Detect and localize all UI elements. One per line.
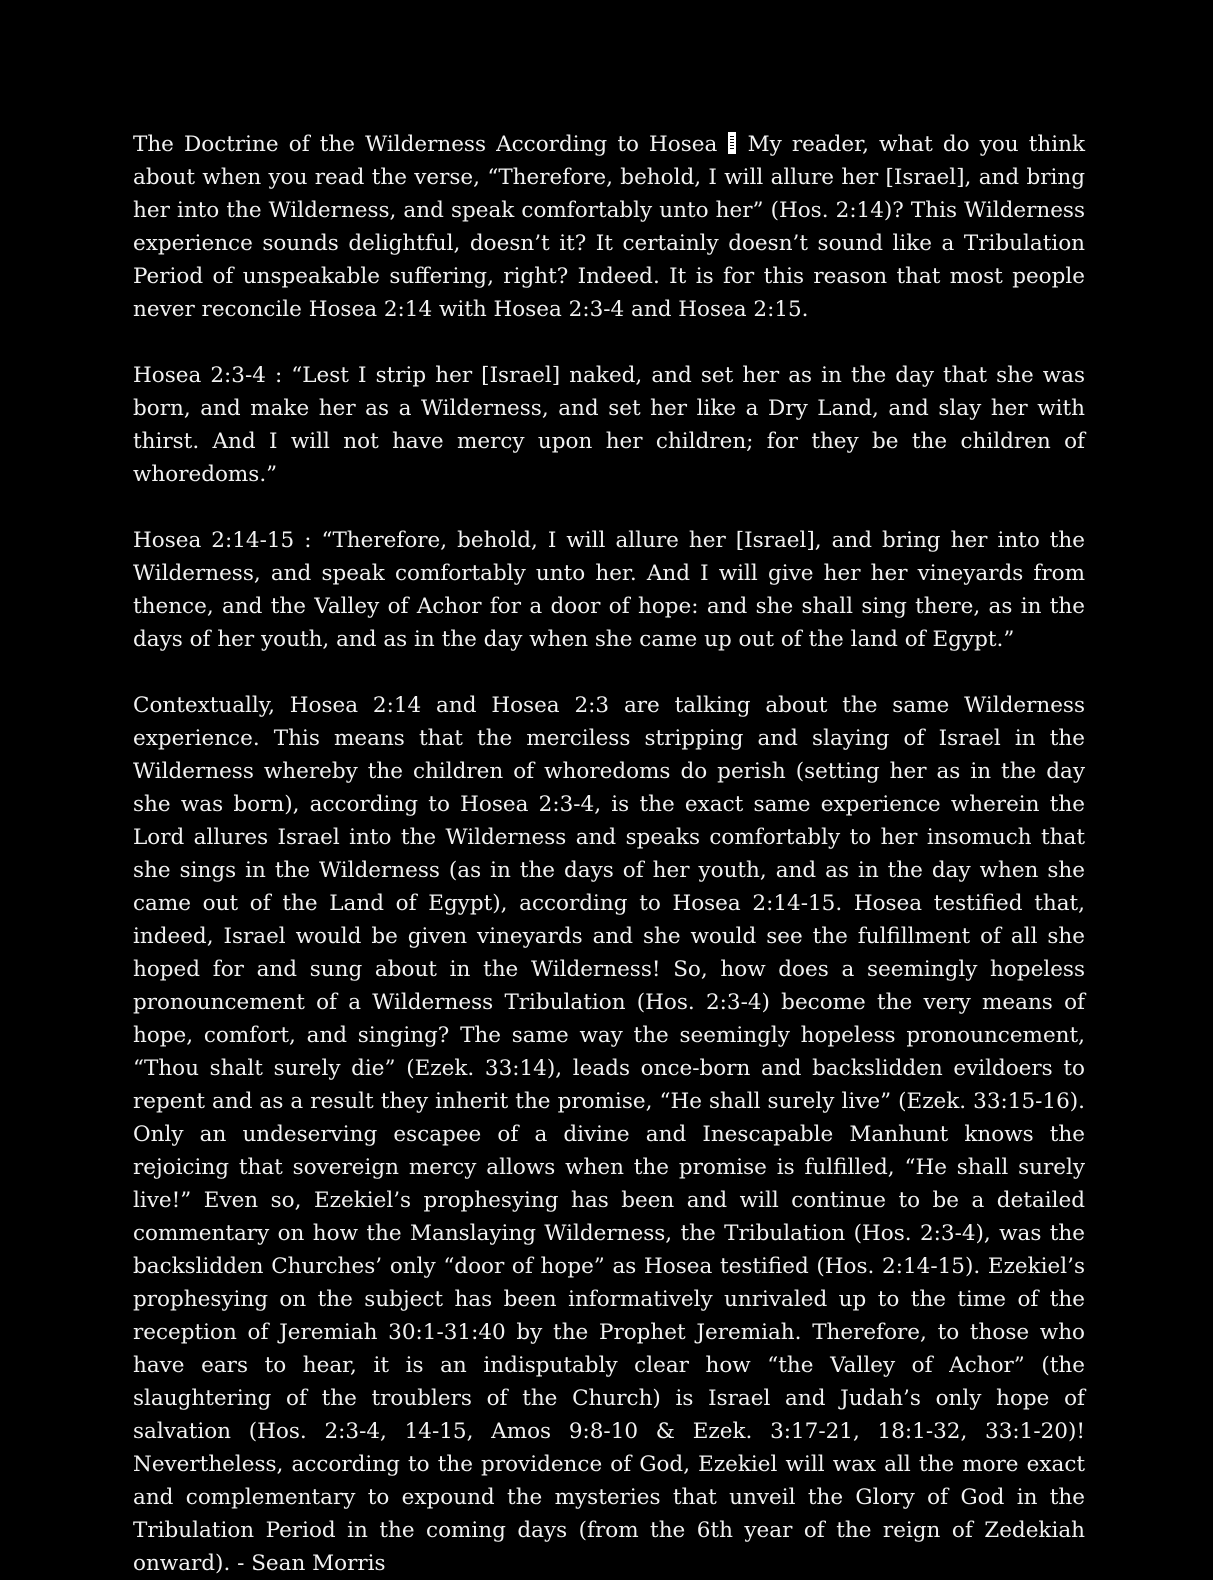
paragraph-hosea-2-3-4: Hosea 2:3-4 : “Lest I strip her [Israel] naked, and set her as in the day that she was born, and make her as a Wilderness, and set her like a Dry Land, and slay her with thirst. And I will not have mercy upon her children; for they be the children of whoredoms.” [133, 363, 1085, 487]
document-body [133, 128, 1085, 1580]
paragraph-intro [133, 128, 1085, 326]
unrecognized-glyph-icon [728, 132, 736, 154]
paragraph-hosea-2-14-15: Hosea 2:14-15 : “Therefore, behold, I will allure her [Israel], and bring her into the Wilderness, and speak comfortably unto her. And I will give her her vineyards from thence, and the Valley of Achor for a door of hope: and she shall sing there, as in the days of her youth, and as in the day when she came up out of the land of Egypt.” [133, 528, 1085, 652]
doctrine-title: The Doctrine of the Wilderness According to Hosea [133, 132, 718, 157]
paragraph-commentary: Contextually, Hosea 2:14 and Hosea 2:3 are talking about the same Wilderness experience. This means that the merciless stripping and slaying of Israel in the Wilderness whereby the children of whoredoms do perish (setting her as in the day she was born), according to Hosea 2:3-4, is the exact same experience wherein the Lord allures Israel into the Wilderness and speaks comfortably to her insomuch that she sings in the Wilderness (as in the days of her youth, and as in the day when she came out of the Land of Egypt), according to Hosea 2:14-15. Hosea testified that, indeed, Israel would be given vineyards and she would see the fulfillment of all she hoped for and sung about in the Wilderness! So, how does a seemingly hopeless pronouncement of a Wilderness Tribulation (Hos. 2:3-4) become the very means of hope, comfort, and singing? The same way the seemingly hopeless pronouncement, “Thou shalt surely die” (Ezek. 33:14), leads once-born and backslidden evildoers to repent and as a result they inherit the promise, “He shall surely live” (Ezek. 33:15-16). Only an undeserving escapee of a divine and Inescapable Manhunt knows the rejoicing that sovereign mercy allows when the promise is fulfilled, “He shall surely live!” Even so, Ezekiel’s prophesying has been and will continue to be a detailed commentary on how the Manslaying Wilderness, the Tribulation (Hos. 2:3-4), was the backslidden Churches’ only “door of hope” as Hosea testified (Hos. 2:14-15). Ezekiel’s prophesying on the subject has been informatively unrivaled up to the time of the reception of Jeremiah 30:1-31:40 by the Prophet Jeremiah. Therefore, to those who have ears to hear, it is an indisputably clear how “the Valley of Achor” (the slaughtering of the troublers of the Church) is Israel and Judah’s only hope of salvation (Hos. 2:3-4, 14-15, Amos 9:8-10 & Ezek. 3:17-21, 18:1-32, 33:1-20)! Nevertheless, according to the providence of God, Ezekiel will wax all the more exact and complementary to expound the mysteries that unveil the Glory of God in the Tribulation Period in the coming days (from the 6th year of the reign of Zedekiah onward). - Sean Morris [133, 693, 1085, 1576]
intro-text: My reader, what do you think about when you read the verse, “Therefore, behold, I will allure her [Israel], and bring her into the Wilderness, and speak comfortably unto her” (Hos. 2:14)? This Wilderness experience sounds delightful, doesn’t it? It certainly doesn’t sound like a Tribulation Period of unspeakable suffering, right? Indeed. It is for this reason that most people never reconcile Hosea 2:14 with Hosea 2:3-4 and Hosea 2:15. [133, 132, 1085, 322]
